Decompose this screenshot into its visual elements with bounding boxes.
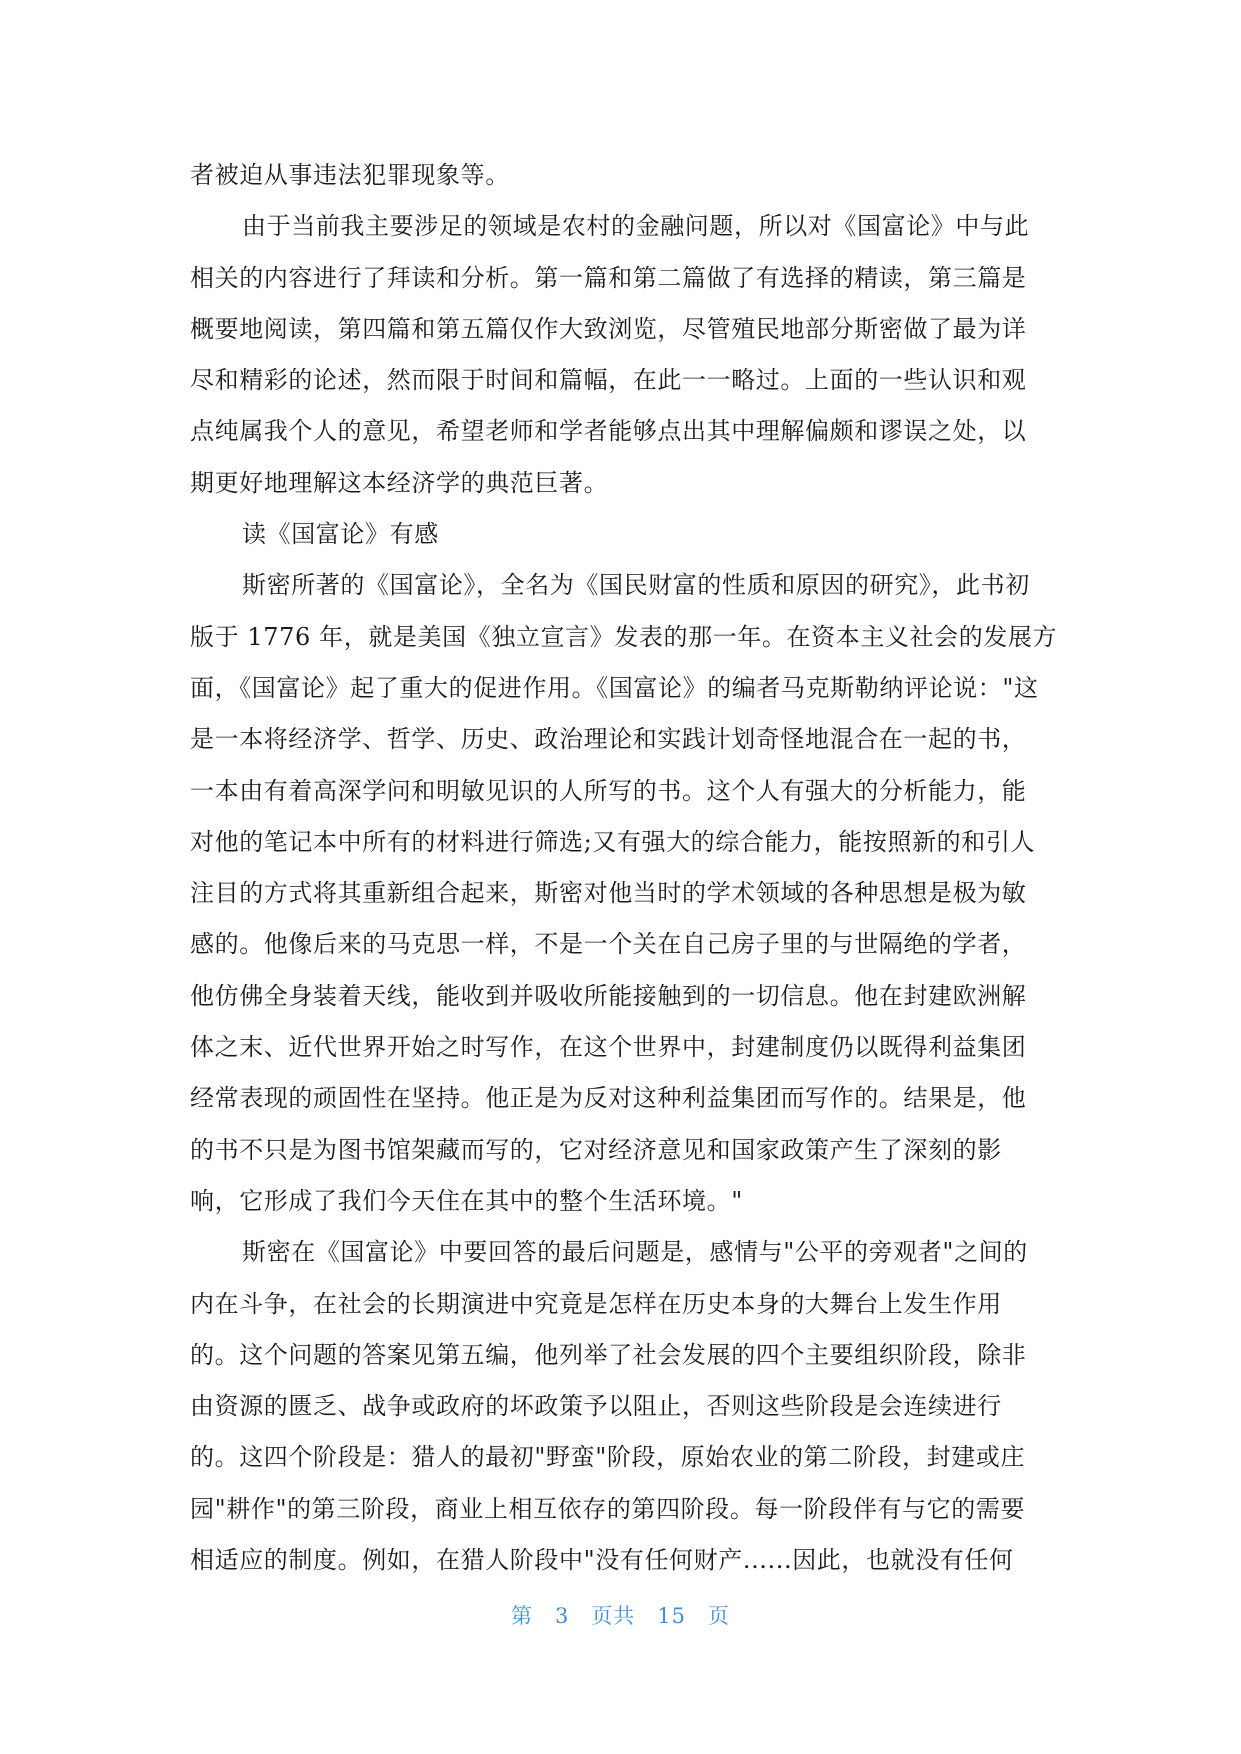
text-line: 由资源的匮乏、战争或政府的坏政策予以阻止，否则这些阶段是会连续进行 [190, 1392, 1002, 1421]
text-line: 体之末、近代世界开始之时写作，在这个世界中，封建制度仍以既得利益集团 [190, 1033, 1027, 1062]
text-line: 者被迫从事违法犯罪现象等。 [190, 161, 510, 189]
document-body [190, 150, 1058, 1586]
text-line: 的。这四个阶段是：猎人的最初"野蛮"阶段，原始农业的第二阶段，封建或庄 [190, 1443, 1026, 1472]
text-line: 一本由有着高深学问和明敏见识的人所写的书。这个人有强大的分析能力，能 [190, 776, 1027, 805]
text-line: 期更好地理解这本经济学的典范巨著。 [190, 468, 609, 497]
footer-ye-gong: 页共 [591, 1604, 636, 1628]
footer-ye: 页 [708, 1604, 731, 1628]
section-title: 读《国富论》有感 [242, 520, 439, 549]
text-line: 相适应的制度。例如，在猎人阶段中"没有任何财产......因此，也就没有任何 [190, 1546, 1014, 1575]
text-line: 面，《国富论》起了重大的促进作用。《国富论》的编者马克斯勒纳评论说："这 [190, 673, 1039, 702]
page-footer [0, 1600, 1241, 1630]
text-line: 园"耕作"的第三阶段，商业上相互依存的第四阶段。每一阶段伴有与它的需要 [190, 1494, 1026, 1523]
footer-current-page: 3 [554, 1604, 570, 1628]
text-line: 版于 1776 年，就是美国《独立宣言》发表的那一年。在资本主义社会的发展方 [190, 622, 1058, 651]
text-line: 内在斗争，在社会的长期演进中究竟是怎样在历史本身的大舞台上发生作用 [190, 1289, 1002, 1318]
text-line: 响，它形成了我们今天住在其中的整个生活环境。" [190, 1186, 743, 1215]
paragraph-start-line: 斯密所著的《国富论》，全名为《国民财富的性质和原因的研究》，此书初 [242, 571, 1030, 600]
footer-total-pages: 15 [657, 1604, 687, 1628]
text-line: 点纯属我个人的意见，希望老师和学者能够点出其中理解偏颇和谬误之处，以 [190, 417, 1027, 446]
text-line: 注目的方式将其重新组合起来，斯密对他当时的学术领域的各种思想是极为敏 [190, 879, 1027, 908]
text-line: 的。这个问题的答案见第五编，他列举了社会发展的四个主要组织阶段，除非 [190, 1340, 1027, 1369]
text-line: 对他的笔记本中所有的材料进行筛选;又有强大的综合能力，能按照新的和引人 [190, 827, 1036, 856]
text-line: 感的。他像后来的马克思一样，不是一个关在自己房子里的与世隔绝的学者， [190, 930, 1027, 959]
paragraph-start-line: 斯密在《国富论》中要回答的最后问题是，感情与"公平的旁观者"之间的 [242, 1238, 1028, 1267]
text-line: 经常表现的顽固性在坚持。他正是为反对这种利益集团而写作的。结果是，他 [190, 1084, 1027, 1113]
text-line: 是一本将经济学、哲学、历史、政治理论和实践计划奇怪地混合在一起的书， [190, 725, 1027, 754]
text-line: 的书不只是为图书馆架藏而写的，它对经济意见和国家政策产生了深刻的影 [190, 1135, 1002, 1164]
paragraph-start-line: 由于当前我主要涉足的领域是农村的金融问题，所以对《国富论》中与此 [242, 212, 1030, 241]
text-line: 尽和精彩的论述，然而限于时间和篇幅，在此一一略过。上面的一些认识和观 [190, 366, 1027, 395]
text-line: 他仿佛全身装着天线，能收到并吸收所能接触到的一切信息。他在封建欧洲解 [190, 981, 1027, 1010]
footer-di: 第 [510, 1604, 533, 1628]
text-line: 概要地阅读，第四篇和第五篇仅作大致浏览，尽管殖民地部分斯密做了最为详 [190, 314, 1027, 343]
text-line: 相关的内容进行了拜读和分析。第一篇和第二篇做了有选择的精读，第三篇是 [190, 263, 1027, 292]
